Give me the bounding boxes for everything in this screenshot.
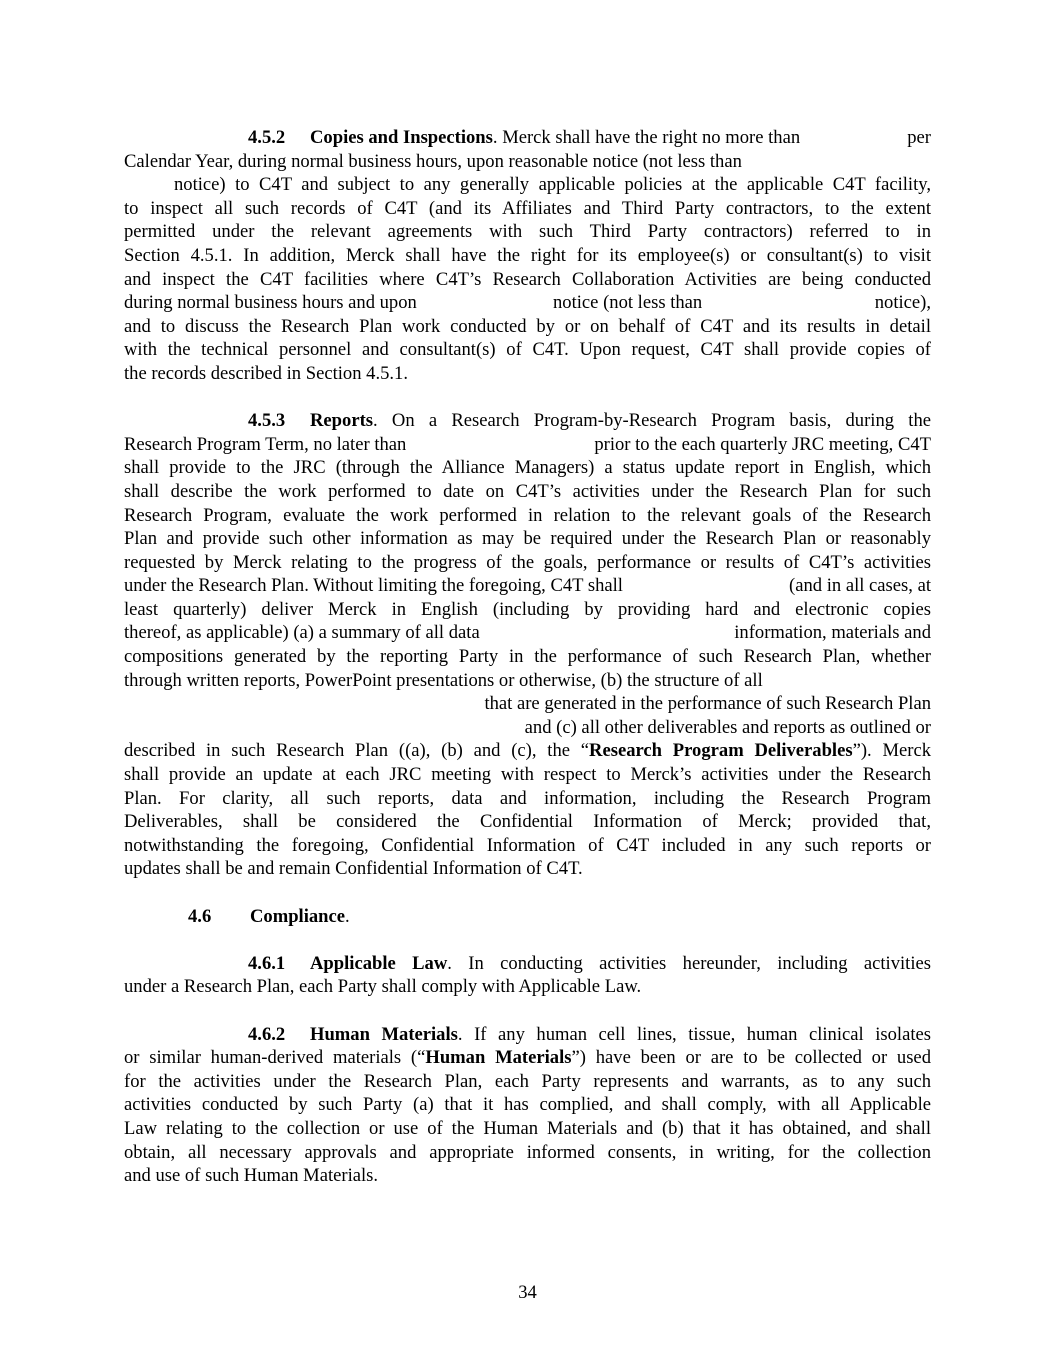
paragraph-line: that are generated in the performance of such Research Plan (484, 693, 931, 715)
paragraph-line: Plan. For clarity, all such reports, data and information, including the Research Program (124, 787, 931, 809)
paragraph-line: Research Program Term, no later than prior to the each quarterly JRC meeting, C4T (124, 433, 931, 455)
paragraph-line: to inspect all such records of C4T (and its Affiliates and Third Party contractors, to the extent (124, 197, 931, 219)
paragraph-line: and inspect the C4T facilities where C4T’s Research Collaboration Activities are being conducted (124, 268, 931, 290)
paragraph-line: Deliverables, shall be considered the Confidential Information of Merck; provided that, (124, 811, 931, 833)
paragraph-line: for the activities under the Research Plan, each Party represents and warrants, as to any such (124, 1070, 931, 1092)
paragraph-line: Plan and provide such other information as may be required under the Research Plan or reasonably (124, 528, 931, 550)
paragraph-line: shall provide an update at each JRC meeting with respect to Merck’s activities under the Research (124, 764, 931, 786)
section-number: 4.5.3 (248, 410, 286, 432)
paragraph-line: notice) to C4T and subject to any generally applicable policies at the applicable C4T facility, (174, 174, 931, 196)
section-number: 4.5.2 (248, 127, 286, 148)
section-title: Compliance (250, 905, 346, 927)
section-title: Copies and Inspections (310, 127, 493, 148)
paragraph-line: described in such Research Plan ((a), (b) and (c), the “Research Program Deliverables”). Merck (124, 740, 931, 762)
section-4-6-heading: 4.6 Compliance. (188, 905, 350, 927)
section-4-5-2-line-1: 4.5.2 Copies and Inspections. Merck shall have the right no more than per (248, 127, 931, 148)
paragraph-line: compositions generated by the reporting Party in the performance of such Research Plan, whether (124, 646, 931, 668)
paragraph-line: with the technical personnel and consultant(s) of C4T. Upon request, C4T shall provide copies of (124, 339, 931, 361)
defined-term: Human Materials (425, 1047, 572, 1069)
section-title: Human Materials (310, 1023, 458, 1045)
section-number: 4.6.2 (248, 1023, 286, 1045)
section-title: Applicable Law (310, 952, 448, 974)
section-number: 4.6.1 (248, 952, 286, 974)
paragraph-line: through written reports, PowerPoint presentations or otherwise, (b) the structure of all (124, 669, 763, 691)
paragraph-line: during normal business hours and upon notice (not less than notice), (124, 292, 931, 314)
paragraph-line: obtain, all necessary approvals and appropriate informed consents, in writing, for the collection (124, 1141, 931, 1163)
paragraph-line: activities conducted by such Party (a) that it has complied, and shall comply, with all Applicable (124, 1094, 931, 1116)
paragraph-line: least quarterly) deliver Merck in English (including by providing hard and electronic copies (124, 598, 931, 620)
document-body (124, 126, 931, 1188)
section-4-6-2-line-1: 4.6.2 Human Materials. If any human cell lines, tissue, human clinical isolates (248, 1023, 931, 1045)
section-title: Reports (310, 410, 373, 432)
paragraph-line: and use of such Human Materials. (124, 1165, 379, 1187)
paragraph-line: notwithstanding the foregoing, Confidential Information of C4T included in any such reports or (124, 834, 931, 856)
defined-term: Research Program Deliverables (589, 740, 853, 762)
paragraph-line: updates shall be and remain Confidential Information of C4T. (124, 858, 583, 880)
paragraph-line: requested by Merck relating to the progress of the goals, performance or results of C4T’s activities (124, 551, 931, 573)
section-4-5-3-line-1: 4.5.3 Reports. On a Research Program-by-Research Program basis, during the (248, 410, 931, 432)
paragraph-line: under a Research Plan, each Party shall comply with Applicable Law. (124, 976, 642, 998)
paragraph-line: and to discuss the Research Plan work conducted by or on behalf of C4T and its results in detail (124, 315, 931, 337)
paragraph-line: thereof, as applicable) (a) a summary of all data information, materials and (124, 622, 931, 644)
paragraph-line: under the Research Plan. Without limiting the foregoing, C4T shall (and in all cases, at (124, 575, 931, 597)
paragraph-line: permitted under the relevant agreements with such Third Party contractors) referred to in (124, 221, 931, 243)
section-4-6-1-line-1: 4.6.1 Applicable Law. In conducting activities hereunder, including activities (248, 952, 932, 974)
page-number: 34 (518, 1282, 537, 1303)
paragraph-line: or similar human-derived materials (“Human Materials”) have been or are to be collected or used (124, 1047, 931, 1069)
paragraph-line: shall provide to the JRC (through the Alliance Managers) a status update report in English, which (124, 457, 931, 479)
paragraph-line: and (c) all other deliverables and reports as outlined or (524, 716, 931, 738)
paragraph-line: Law relating to the collection or use of the Human Materials and (b) that it has obtained, and shall (124, 1117, 931, 1139)
paragraph-line: Calendar Year, during normal business hours, upon reasonable notice (not less than (124, 150, 742, 172)
paragraph-line: the records described in Section 4.5.1. (124, 362, 408, 384)
paragraph-line: Section 4.5.1. In addition, Merck shall have the right for its employee(s) or consultant(s) to visit (124, 244, 931, 266)
paragraph-line: shall describe the work performed to date on C4T’s activities under the Research Plan for such (124, 480, 931, 502)
paragraph-line: Research Program, evaluate the work performed in relation to the relevant goals of the Research (124, 504, 931, 526)
section-number: 4.6 (188, 905, 212, 927)
